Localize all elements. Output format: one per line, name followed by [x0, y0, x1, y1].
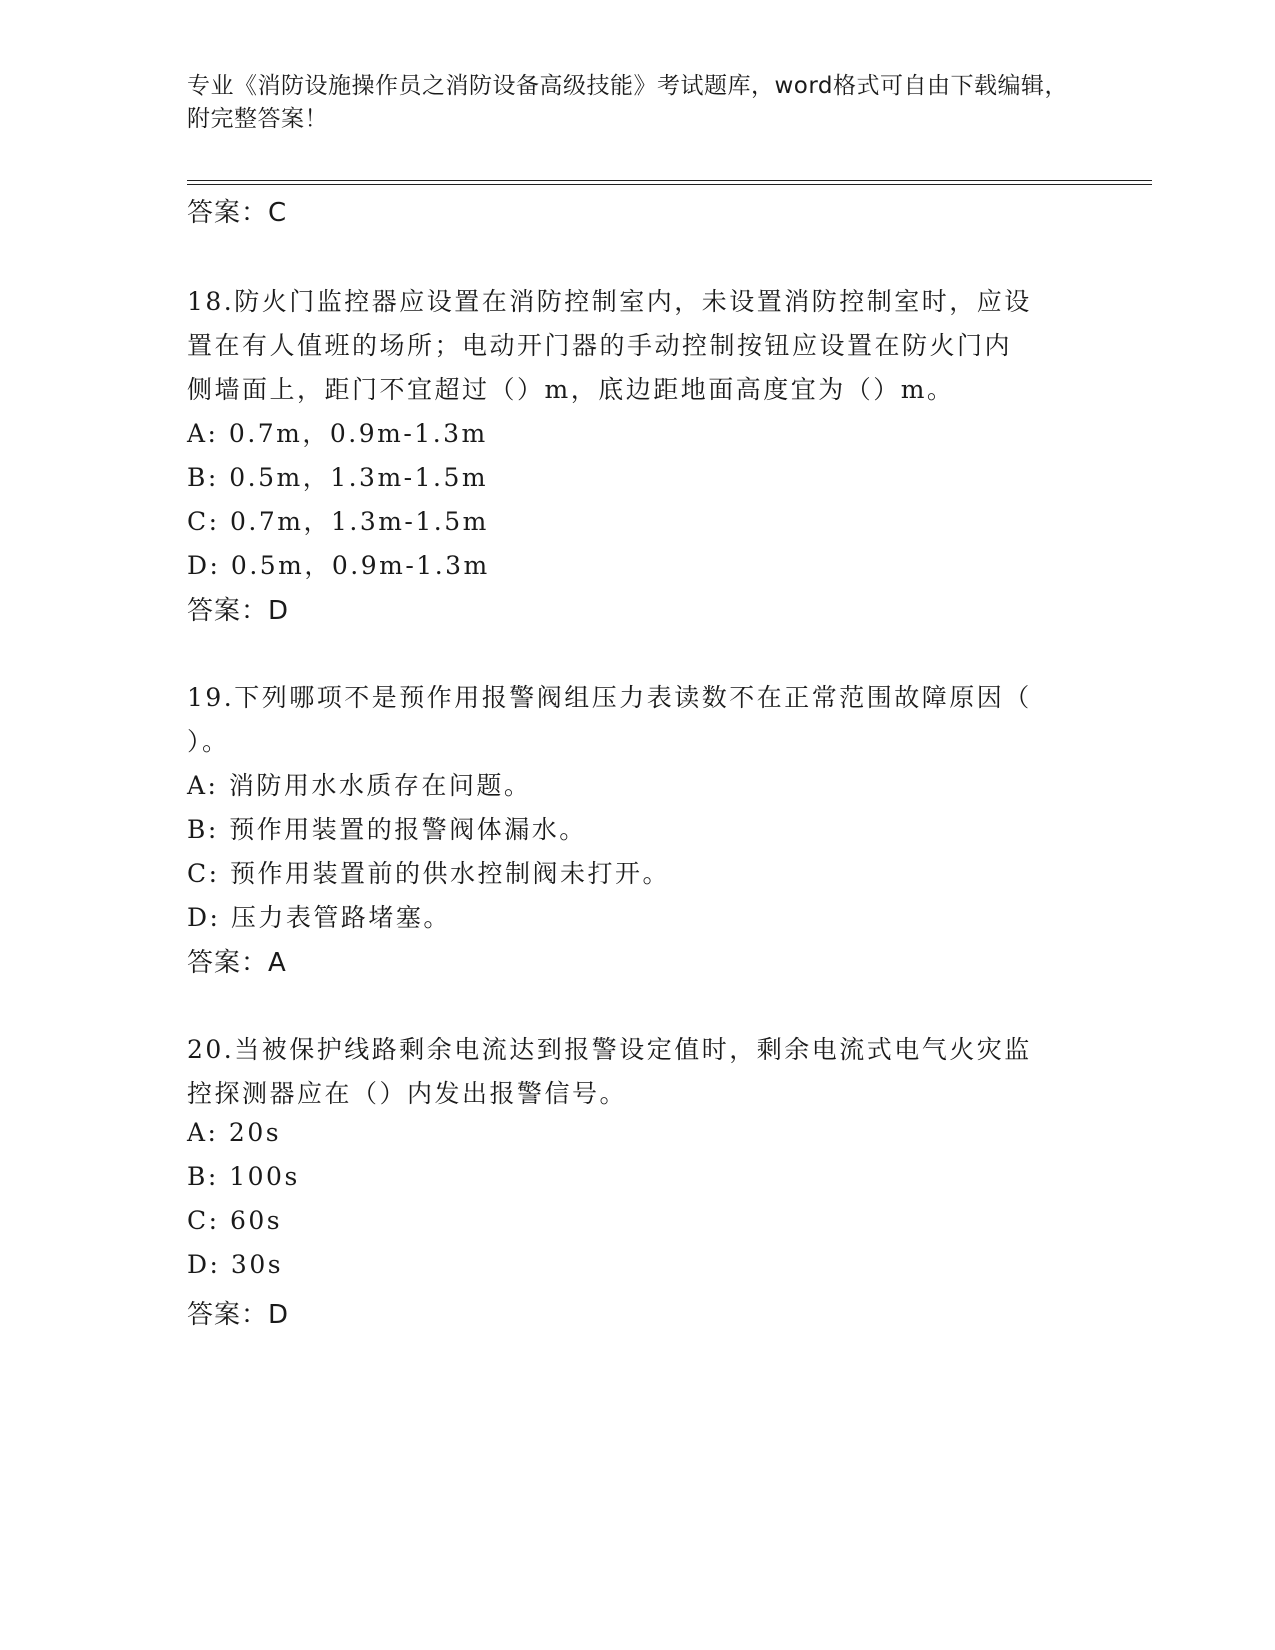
option-b: B: 预作用装置的报警阀体漏水。: [187, 815, 587, 844]
option-d: D: 0.5m，0.9m-1.3m: [187, 551, 490, 580]
answer: 答案：A: [187, 948, 287, 978]
option-c: C: 0.7m，1.3m-1.5m: [187, 507, 489, 536]
option-c: C: 预作用装置前的供水控制阀未打开。: [187, 859, 670, 888]
question-text-line: 控探测器应在（）内发出报警信号。: [187, 1079, 628, 1108]
answer: 答案：D: [187, 1300, 290, 1330]
option-c: C: 60s: [187, 1206, 283, 1235]
question-text-line: 18.防火门监控器应设置在消防控制室内，未设置消防控制室时，应设: [187, 287, 1032, 316]
previous-answer: 答案：C: [187, 198, 288, 228]
header-divider-bottom: [187, 184, 1152, 185]
option-b: B: 0.5m，1.3m-1.5m: [187, 463, 489, 492]
answer: 答案：D: [187, 596, 290, 626]
option-b: B: 100s: [187, 1162, 300, 1191]
option-a: A: 0.7m，0.9m-1.3m: [187, 419, 488, 448]
question-text-line: 19.下列哪项不是预作用报警阀组压力表读数不在正常范围故障原因（: [187, 683, 1032, 712]
header-divider-top: [187, 180, 1152, 181]
question-text-line: 侧墙面上，距门不宜超过（）m，底边距地面高度宜为（）m。: [187, 375, 955, 404]
option-d: D: 30s: [187, 1250, 284, 1279]
option-a: A: 消防用水水质存在问题。: [187, 771, 532, 800]
question-text-line: 20.当被保护线路剩余电流达到报警设定值时，剩余电流式电气火灾监: [187, 1035, 1032, 1064]
document-header: 专业《消防设施操作员之消防设备高级技能》考试题库，word格式可自由下载编辑，附完整答案！: [187, 73, 1069, 132]
question-text-line: ）。: [187, 727, 230, 756]
option-d: D: 压力表管路堵塞。: [187, 903, 451, 932]
question-text-line: 置在有人值班的场所；电动开门器的手动控制按钮应设置在防火门内: [187, 331, 1013, 360]
option-a: A: 20s: [187, 1118, 282, 1147]
